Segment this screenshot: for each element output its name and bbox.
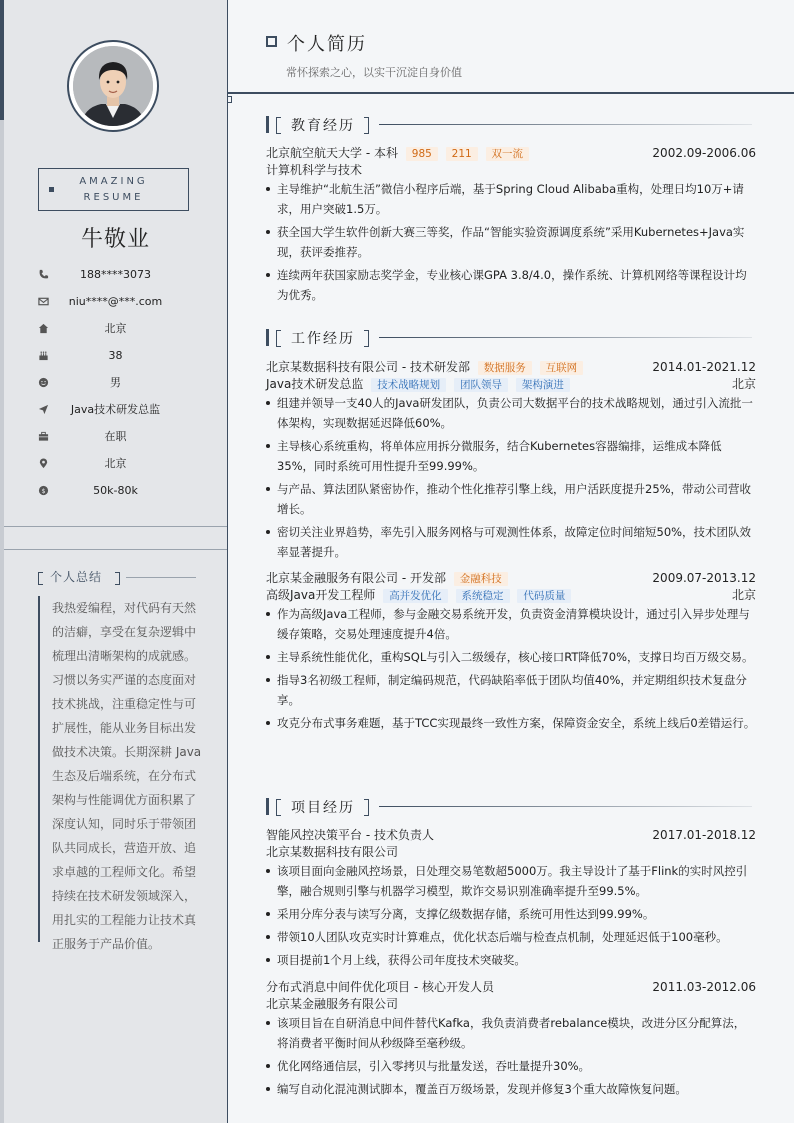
- work-period: 2009.07-2013.12: [652, 571, 756, 585]
- location-pin-icon: [38, 458, 49, 469]
- list-item: 攻克分布式事务难题，基于TCC实现最终一致性方案，保障资金安全，系统上线后0差错运行。: [266, 713, 756, 733]
- education-bullets: [266, 179, 756, 305]
- company-tag: 金融科技: [454, 572, 508, 586]
- education-entry: [266, 145, 756, 308]
- page-subtitle: 常怀探索之心，以实干沉淀自身价值: [286, 66, 462, 79]
- work-city: 北京: [731, 377, 756, 391]
- list-item: 主导维护“北航生活”微信小程序后端，基于Spring Cloud Alibaba重构，处理日均10万+请求，用户突破1.5万。: [266, 179, 756, 219]
- list-item: 获全国大学生软件创新大赛三等奖，作品“智能实验资源调度系统”采用Kubernetes+Java实现，获评委推荐。: [266, 222, 756, 262]
- list-item: 作为高级Java工程师，参与金融交易系统开发，负责资金清算模块设计，通过引入异步处理与缓存策略，交易处理速度提升4倍。: [266, 604, 756, 644]
- info-gender: 男: [4, 370, 227, 397]
- badge-line-1: AMAZING: [79, 176, 148, 187]
- project-bullets: [266, 861, 756, 970]
- list-item: 与产品、算法团队紧密协作，推动个性化推荐引擎上线，用户活跃度提升25%，带动公司营收增长。: [266, 479, 756, 519]
- main-content: [228, 0, 794, 1123]
- candidate-name: 牛敬业: [80, 227, 150, 252]
- list-item: 连续两年获国家励志奖学金，专业核心课GPA 3.8/4.0，操作系统、计算机网络等课程设计均为优秀。: [266, 265, 756, 305]
- info-phone: 188****3073: [4, 262, 227, 289]
- work-city: 北京: [731, 588, 756, 602]
- cake-icon: [38, 350, 49, 361]
- avatar-portrait-icon: [73, 46, 153, 126]
- sidebar-divider: [4, 526, 227, 527]
- mail-icon: [38, 296, 49, 307]
- sidebar: [4, 0, 228, 1123]
- info-target-position: Java技术研发总监: [4, 397, 227, 424]
- project-period: 2017.01-2018.12: [652, 828, 756, 842]
- list-item: 项目提前1个月上线，获得公司年度技术突破奖。: [266, 950, 756, 970]
- contact-info-list: [4, 262, 227, 505]
- home-icon: [38, 323, 49, 334]
- list-item: 主导核心系统重构，将单体应用拆分微服务，结合Kubernetes容器编排，运维成本降低35%，同时系统可用性提升至99.99%。: [266, 436, 756, 476]
- sidebar-divider: [4, 549, 227, 550]
- header-rule: [228, 92, 794, 94]
- briefcase-icon: [38, 431, 49, 442]
- work-entry: [266, 570, 756, 736]
- face-icon: [38, 377, 49, 388]
- major: 计算机科学与技术: [266, 163, 363, 177]
- school-name: 北京航空航天大学 - 本科: [266, 146, 398, 160]
- company-name: 北京某金融服务有限公司 - 开发部: [266, 571, 446, 585]
- project-period: 2011.03-2012.06: [652, 980, 756, 994]
- list-item: 主导系统性能优化，重构SQL与引入二级缓存，核心接口RT降低70%，支撑日均百万级交易。: [266, 647, 756, 667]
- role-tag: 系统稳定: [456, 589, 510, 603]
- svg-text:$: $: [41, 486, 46, 495]
- job-role: Java技术研发总监: [266, 377, 364, 391]
- list-item: 该项目旨在自研消息中间件替代Kafka，我负责消费者rebalance模块，改进分区分配算法，将消费者平衡时间从秒级降至毫秒级。: [266, 1013, 756, 1053]
- project-bullets: [266, 1013, 756, 1099]
- role-tag: 团队领导: [454, 378, 508, 392]
- role-tag: 技术战略规划: [371, 378, 446, 392]
- project-entry: [266, 979, 756, 1102]
- work-entry: [266, 359, 756, 565]
- list-item: 指导3名初级工程师，制定编码规范，代码缺陷率低于团队均值40%，并定期组织技术复盘分享。: [266, 670, 756, 710]
- work-bullets: [266, 604, 756, 733]
- phone-icon: [38, 269, 49, 280]
- section-heading-work: 工作经历: [266, 329, 756, 347]
- role-tag: 架构演进: [516, 378, 570, 392]
- avatar: [67, 40, 159, 132]
- section-heading-education: 教育经历: [266, 116, 756, 134]
- list-item: 采用分库分表与读写分离，支撑亿级数据存储，系统可用性达到99.99%。: [266, 904, 756, 924]
- list-item: 组建并领导一支40人的Java研发团队，负责公司大数据平台的技术战略规划，通过引入流批一体架构，实现数据延迟降低60%。: [266, 393, 756, 433]
- badge-line-2: RESUME: [83, 192, 144, 203]
- resume-badge: [38, 168, 189, 211]
- project-company: 北京某数据科技有限公司: [266, 845, 399, 859]
- list-item: 该项目面向金融风控场景，日处理交易笔数超5000万。我主导设计了基于Flink的实时风控引擎，融合规则引擎与机器学习模型，欺诈交易识别准确率提升至99.5%。: [266, 861, 756, 901]
- work-bullets: [266, 393, 756, 562]
- project-name: 分布式消息中间件优化项目 - 核心开发人员: [266, 980, 494, 994]
- company-tag: 互联网: [540, 361, 584, 375]
- page-title: 个人简历: [266, 30, 367, 56]
- project-name: 智能风控决策平台 - 技术负责人: [266, 828, 434, 842]
- list-item: 密切关注业界趋势，率先引入服务网格与可观测性体系，故障定位时间缩短50%，技术团队效率显著提升。: [266, 522, 756, 562]
- school-tag: 985: [406, 147, 438, 161]
- money-icon: [38, 485, 49, 496]
- project-entry: [266, 827, 756, 973]
- work-period: 2014.01-2021.12: [652, 360, 756, 374]
- role-tag: 代码质量: [517, 589, 571, 603]
- role-tag: 高并发优化: [383, 589, 448, 603]
- company-tag: 数据服务: [478, 361, 532, 375]
- info-age: 38: [4, 343, 227, 370]
- info-salary: $ 50k-80k: [4, 478, 227, 505]
- info-email: niu****@***.com: [4, 289, 227, 316]
- list-item: 编写自动化混沌测试脚本，覆盖百万级场景，发现并修复3个重大故障恢复问题。: [266, 1079, 756, 1099]
- summary-heading: 个人总结: [38, 568, 208, 586]
- list-item: 带领10人团队攻克实时计算难点，优化状态后端与检查点机制，处理延迟低于100毫秒。: [266, 927, 756, 947]
- school-tag: 双一流: [486, 147, 530, 161]
- info-residence: 北京: [4, 316, 227, 343]
- info-location: 北京: [4, 451, 227, 478]
- list-item: 优化网络通信层，引入零拷贝与批量发送，吞吐量提升30%。: [266, 1056, 756, 1076]
- project-company: 北京某金融服务有限公司: [266, 997, 399, 1011]
- job-role: 高级Java开发工程师: [266, 588, 376, 602]
- send-icon: [38, 404, 49, 415]
- summary-text: 我热爱编程，对代码有天然的洁癖，享受在复杂逻辑中梳理出清晰架构的成就感。习惯以务实严谨的态度面对技术挑战，注重稳定性与可扩展性，能从业务目标出发做技术决策。长期深耕 Java 生态及后端系统，在分布式架构与性能调优方面积累了深度认知，同时乐于带领团队共同成长，营造开放、追求卓越的工程师文化。希望持续在技术研发领域深入，用扎实的工程能力让技术真正服务于产品价值。: [38, 596, 202, 942]
- company-name: 北京某数据科技有限公司 - 技术研发部: [266, 360, 470, 374]
- school-tag: 211: [446, 147, 478, 161]
- section-heading-projects: 项目经历: [266, 798, 756, 816]
- info-status: 在职: [4, 424, 227, 451]
- education-period: 2002.09-2006.06: [652, 146, 756, 160]
